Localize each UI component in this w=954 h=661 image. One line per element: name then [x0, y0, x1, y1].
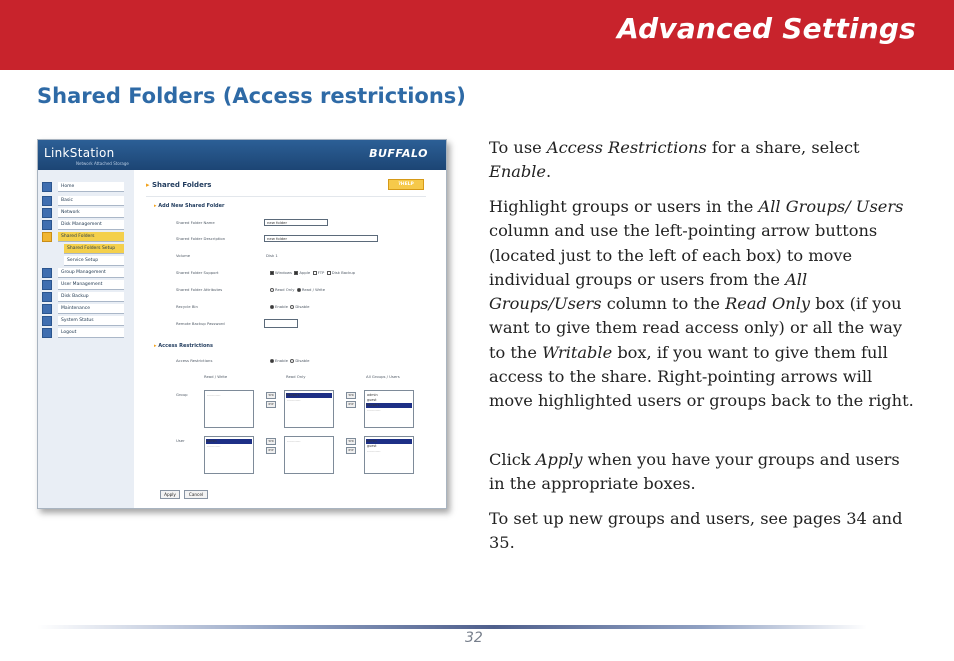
- add-folder-heading: ▸ Add New Shared Folder: [154, 203, 225, 209]
- ftp-checkbox[interactable]: [313, 271, 317, 275]
- list-item[interactable]: -----------: [287, 398, 301, 402]
- backup-password-input[interactable]: [264, 319, 298, 328]
- nav-shared-folders-setup[interactable]: Shared Folders Setup: [42, 244, 130, 254]
- header-banner: [0, 0, 954, 70]
- list-item[interactable]: -----------: [287, 439, 301, 443]
- list-item[interactable]: guest: [367, 398, 377, 402]
- bullet-icon: ▸: [154, 203, 159, 209]
- screenshot-main: [138, 170, 443, 509]
- bullet-icon: ▸: [154, 343, 159, 349]
- user-rw-left-button[interactable]: <<: [266, 438, 276, 445]
- buffalo-logo: BUFFALO: [369, 147, 428, 160]
- nav-maintenance[interactable]: Maintenance: [42, 304, 130, 314]
- group-read-write-list[interactable]: -----------: [204, 390, 254, 428]
- user-all-list[interactable]: [364, 436, 414, 474]
- apple-checkbox[interactable]: [294, 271, 298, 275]
- home-icon: [42, 182, 52, 192]
- list-item[interactable]: admin: [367, 393, 378, 397]
- screenshot-header: [38, 140, 446, 170]
- bullet-icon: ▸: [146, 181, 152, 189]
- group-all-list[interactable]: [364, 390, 414, 428]
- logo-subtitle: Network Attached Storage: [76, 161, 129, 166]
- cancel-button[interactable]: Cancel: [184, 490, 208, 499]
- paragraph-enable: To use Access Restrictions for a share, select Enable.: [489, 138, 860, 182]
- user-ro-left-button[interactable]: <<: [346, 438, 356, 445]
- footer-rule: [37, 625, 867, 629]
- list-item[interactable]: admin: [366, 439, 412, 444]
- nav-shared-folders[interactable]: Shared Folders: [42, 232, 130, 242]
- folder-desc-label: Shared Folder Description: [176, 236, 226, 241]
- support-options[interactable]: Windows Apple FTP Disk Backup: [270, 270, 355, 275]
- group-ro-left-button[interactable]: <<: [346, 392, 356, 399]
- list-item[interactable]: admin: [206, 439, 252, 444]
- paragraph-apply: Click Apply when you have your groups and users in the appropriate boxes.: [489, 450, 900, 494]
- list-item[interactable]: hdusers: [286, 393, 332, 398]
- user-rw-right-button[interactable]: >>: [266, 447, 276, 454]
- backup-icon: [42, 292, 52, 302]
- folder-name-label: Shared Folder Name: [176, 220, 215, 225]
- backup-password-label: Remote Backup Password: [176, 321, 225, 326]
- volume-value: Disk 1: [266, 253, 278, 258]
- col-read-write: Read / Write: [204, 374, 228, 379]
- nav-network[interactable]: Network: [42, 208, 130, 218]
- divider: [146, 196, 426, 197]
- recycle-disable-radio[interactable]: [290, 305, 294, 309]
- nav-logout[interactable]: Logout: [42, 328, 130, 338]
- help-button[interactable]: ?HELP: [388, 179, 424, 190]
- group-ro-right-button[interactable]: >>: [346, 401, 356, 408]
- linkstation-screenshot: [37, 139, 447, 509]
- maintenance-icon: [42, 304, 52, 314]
- access-heading: ▸ Access Restrictions: [154, 343, 213, 349]
- nav-service-setup[interactable]: Service Setup: [42, 256, 130, 266]
- group-read-only-list[interactable]: [284, 390, 334, 428]
- nav-home[interactable]: Home: [42, 182, 130, 192]
- section-title: Shared Folders (Access restrictions): [37, 84, 466, 108]
- group-icon: [42, 268, 52, 278]
- linkstation-logo: LinkStation: [44, 146, 115, 160]
- list-item[interactable]: -----------: [367, 408, 381, 412]
- nav-disk-management[interactable]: Disk Management: [42, 220, 130, 230]
- nav-basic[interactable]: Basic: [42, 196, 130, 206]
- group-rw-right-button[interactable]: >>: [266, 401, 276, 408]
- screenshot-sidebar: [38, 170, 134, 509]
- support-label: Shared Folder Support: [176, 270, 219, 275]
- list-item[interactable]: -----------: [207, 444, 221, 448]
- paragraph-highlight: Highlight groups or users in the All Groups/ Users column and use the left-pointing arrow buttons (located just to the left of each box) to move individual groups or users from the All Groups/Users column to the Read Only box (if you want to give them read access only) or all the way to the Writable box, if you want to give them full access to the share. Right-pointing arrows will move highlighted users or groups back to the right.: [489, 197, 914, 411]
- logout-icon: [42, 328, 52, 338]
- recycle-label: Recycle Bin: [176, 304, 198, 309]
- status-icon: [42, 316, 52, 326]
- banner-title: Advanced Settings: [617, 12, 916, 45]
- basic-icon: [42, 196, 52, 206]
- volume-label: Volume: [176, 253, 191, 258]
- disk-backup-checkbox[interactable]: [327, 271, 331, 275]
- nav-group-management[interactable]: Group Management: [42, 268, 130, 278]
- access-options[interactable]: Enable Disable: [270, 358, 309, 363]
- nav-user-management[interactable]: User Management: [42, 280, 130, 290]
- shared-folders-heading: ▸ Shared Folders: [146, 181, 212, 189]
- user-read-only-list[interactable]: [284, 436, 334, 474]
- attr-options[interactable]: Read Only Read / Write: [270, 287, 325, 292]
- group-rw-left-button[interactable]: <<: [266, 392, 276, 399]
- nav-disk-backup[interactable]: Disk Backup: [42, 292, 130, 302]
- read-write-radio[interactable]: [297, 288, 301, 292]
- access-enable-radio[interactable]: [270, 359, 274, 363]
- list-item[interactable]: hdusers: [366, 403, 412, 408]
- folder-desc-input[interactable]: new folder: [264, 235, 378, 242]
- attr-label: Shared Folder Attributes: [176, 287, 223, 292]
- list-item[interactable]: -----------: [367, 449, 381, 453]
- user-icon: [42, 280, 52, 290]
- group-label: Group: [176, 392, 188, 397]
- paragraph-see-pages: To set up new groups and users, see pages 34 and 35.: [489, 509, 903, 553]
- user-ro-right-button[interactable]: >>: [346, 447, 356, 454]
- access-disable-radio[interactable]: [290, 359, 294, 363]
- user-read-write-list[interactable]: [204, 436, 254, 474]
- page-number: 32: [465, 630, 483, 646]
- recycle-options[interactable]: Enable Disable: [270, 304, 309, 309]
- network-icon: [42, 208, 52, 218]
- folder-icon: [42, 232, 52, 242]
- apply-button[interactable]: Apply: [160, 490, 180, 499]
- access-label: Access Restrictions: [176, 358, 213, 363]
- windows-checkbox[interactable]: [270, 271, 274, 275]
- nav-system-status[interactable]: System Status: [42, 316, 130, 326]
- col-all-groups-users: All Groups / Users: [366, 374, 400, 379]
- col-read-only: Read Only: [286, 374, 306, 379]
- list-item[interactable]: guest: [367, 444, 377, 448]
- disk-icon: [42, 220, 52, 230]
- folder-name-input[interactable]: new folder: [264, 219, 328, 226]
- read-only-radio[interactable]: [270, 288, 274, 292]
- user-label: User: [176, 438, 185, 443]
- recycle-enable-radio[interactable]: [270, 305, 274, 309]
